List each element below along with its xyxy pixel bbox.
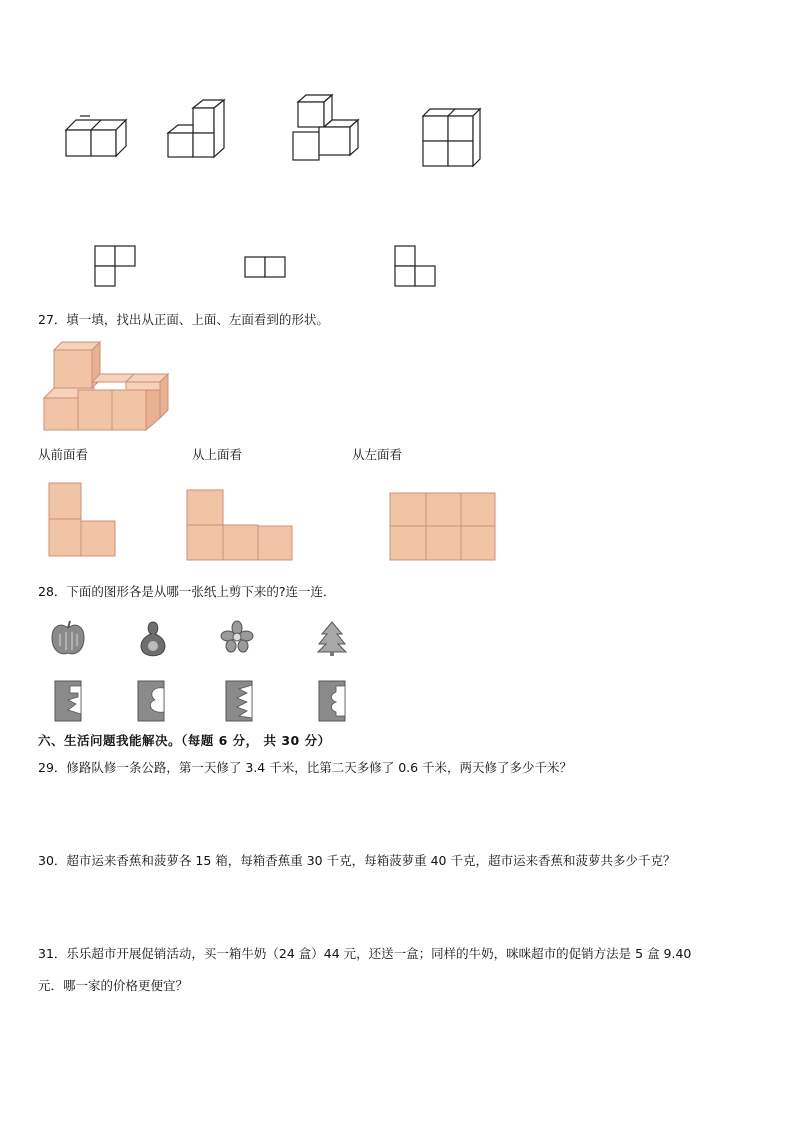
- top-view-shape: [186, 489, 294, 561]
- cube-figure-4: [420, 106, 486, 168]
- q31-line1: 31．乐乐超市开展促销活动，买一箱牛奶（24 盒）44 元，还送一盒；同样的牛奶，咪咪超市的促销方法是 5 盒 9.40: [38, 946, 692, 961]
- view-front-label: 从前面看: [38, 447, 89, 462]
- cube-figure-3: [290, 94, 365, 164]
- q30-text: 30．超市运来香蕉和菠萝各 15 箱，每箱香蕉重 30 千克，每箱菠萝重 40 千克，超市运来香蕉和菠萝共多少千克？: [38, 853, 676, 868]
- gourd-shape: [137, 620, 169, 658]
- apple-shape: [50, 620, 86, 658]
- cube-figure-2: [164, 98, 234, 162]
- left-view-shape: [389, 492, 497, 562]
- q29-text: 29．修路队修一条公路，第一天修了 3.4 千米，比第二天多修了 0.6 千米，两天修了多少千米？: [38, 760, 573, 775]
- view-left-label: 从左面看: [352, 447, 403, 462]
- section6-heading: 六、生活问题我能解决。（每题 6 分， 共 30 分）: [38, 733, 331, 748]
- cube-figure-1: [62, 112, 132, 162]
- paper-3: [225, 680, 253, 722]
- tree-shape: [316, 620, 348, 656]
- flower-shape: [220, 620, 254, 654]
- q28-prompt: 28．下面的图形各是从哪一张纸上剪下来的?连一连．: [38, 584, 336, 599]
- front-view-shape: [48, 482, 118, 558]
- q31-line2: 元．哪一家的价格更便宜？: [38, 978, 189, 993]
- cube-stack-figure: [42, 340, 172, 432]
- view-shape-3: [394, 245, 436, 287]
- view-shape-1: [94, 245, 136, 287]
- paper-2: [137, 680, 165, 722]
- view-top-label: 从上面看: [192, 447, 243, 462]
- view-shape-2: [244, 256, 286, 278]
- paper-1: [54, 680, 82, 722]
- q27-prompt: 27．填一填，找出从正面、上面、左面看到的形状。: [38, 312, 329, 327]
- paper-4: [318, 680, 346, 722]
